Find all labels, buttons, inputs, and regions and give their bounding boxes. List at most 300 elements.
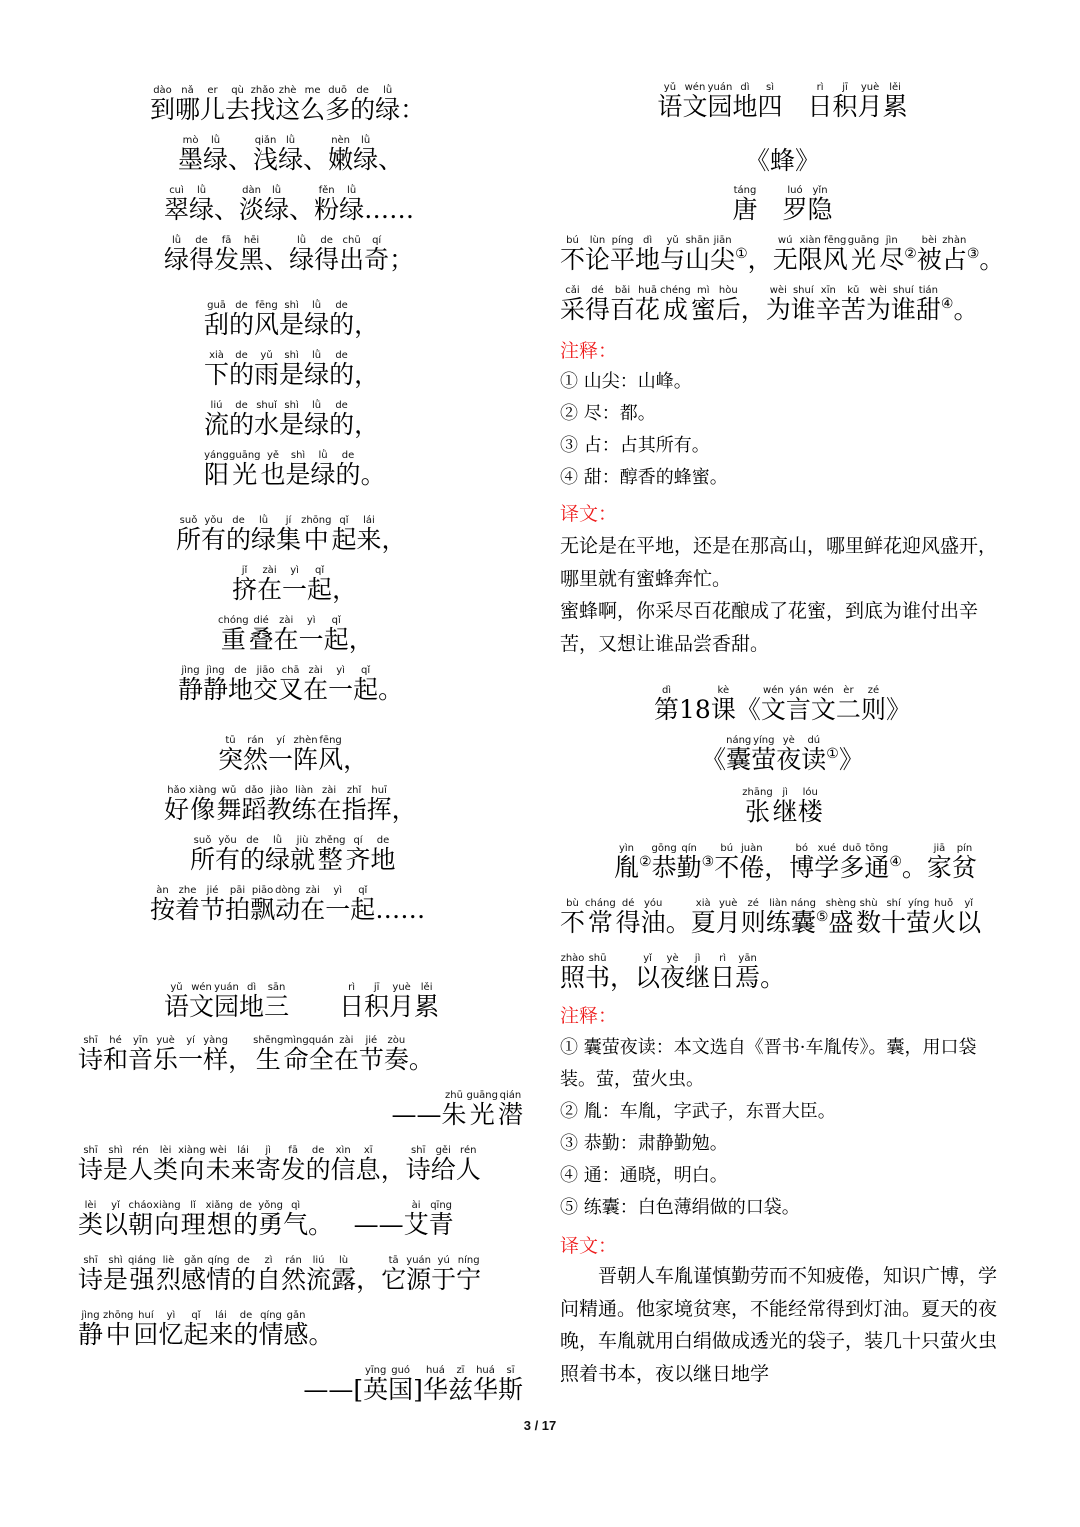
hanzi-with-pinyin: 青qīng <box>428 1200 454 1239</box>
hanzi-with-pinyin: 交jiāo <box>253 665 279 704</box>
pinyin-line <box>164 185 414 222</box>
footnote-marker: ② <box>639 854 652 870</box>
hanzi-with-pinyin: 一yí <box>178 1035 204 1074</box>
hanzi-with-pinyin: 诗shī <box>78 1255 104 1294</box>
punctuation: 、 <box>228 145 254 174</box>
pinyin-line <box>204 400 379 437</box>
punctuation: ， <box>610 963 636 992</box>
hanzi-with-pinyin: 盛shèng <box>825 898 857 937</box>
hanzi-with-pinyin: 一yì <box>325 885 351 924</box>
hanzi-with-pinyin: 恭gōng <box>651 843 677 882</box>
note-item: ② 尽：都。 <box>560 403 656 424</box>
hanzi-with-pinyin: 隐yǐn <box>807 185 833 224</box>
hanzi-with-pinyin: 夏xià <box>690 898 716 937</box>
hanzi-with-pinyin: 以yǐ <box>103 1200 129 1239</box>
punctuation: …… <box>364 195 415 224</box>
punctuation: 18 <box>679 695 711 724</box>
hanzi-with-pinyin: 墨mò <box>178 135 204 174</box>
punctuation: 。 <box>378 675 404 704</box>
hanzi-with-pinyin: 绿lǜ <box>310 450 336 489</box>
hanzi-with-pinyin: 的de <box>329 300 355 339</box>
hanzi-with-pinyin: 绿lǜ <box>375 85 401 124</box>
bee-translation <box>560 530 1005 660</box>
hanzi-with-pinyin: 萤yíng <box>906 898 932 937</box>
hanzi-with-pinyin: 动dòng <box>275 885 301 924</box>
hanzi-with-pinyin: 罗luó <box>782 185 808 224</box>
hanzi-with-pinyin: 斯sī <box>497 1365 523 1404</box>
hanzi-with-pinyin: 采cǎi <box>560 285 586 324</box>
punctuation: 。 <box>979 245 1005 274</box>
hanzi-with-pinyin: 地de <box>370 835 396 874</box>
hanzi-with-pinyin: 艾ài <box>403 1200 429 1239</box>
hanzi-with-pinyin: 甜tián <box>915 285 941 324</box>
hanzi-with-pinyin: 么me <box>300 85 326 124</box>
hanzi-with-pinyin: 挤jǐ <box>232 565 258 604</box>
hanzi-with-pinyin: 的de <box>233 1310 259 1349</box>
pinyin-line <box>164 785 417 822</box>
pinyin-line <box>218 735 368 772</box>
punctuation: 、 <box>303 145 329 174</box>
hanzi-with-pinyin: 忆yì <box>158 1310 184 1349</box>
hanzi-with-pinyin: 谁shuí <box>790 285 816 324</box>
hanzi-with-pinyin: 来lái <box>356 515 382 554</box>
hanzi-with-pinyin: 继jì <box>685 953 711 992</box>
hanzi-with-pinyin: 阵zhèn <box>293 735 319 774</box>
hanzi-with-pinyin: 苦kǔ <box>840 285 866 324</box>
hanzi-with-pinyin: 着zhe <box>175 885 201 924</box>
hanzi-with-pinyin: 绿lǜ <box>264 185 290 224</box>
hanzi-with-pinyin: 尽jìn <box>879 235 905 274</box>
hanzi-with-pinyin: 情qíng <box>258 1310 284 1349</box>
hanzi-with-pinyin: 以yǐ <box>956 898 982 937</box>
footnote-marker: ② <box>904 246 917 262</box>
hanzi-with-pinyin: 不bú <box>560 235 586 274</box>
punctuation: ， <box>348 625 374 654</box>
hanzi-with-pinyin: 被bèi <box>916 235 942 274</box>
hanzi-with-pinyin: 乐yuè <box>153 1035 179 1074</box>
hanzi-with-pinyin: 中zhōng <box>301 515 332 554</box>
note-item: ② 胤：车胤，字武子，东晋大臣。 <box>560 1101 836 1122</box>
hanzi-with-pinyin: 绿lǜ <box>189 185 215 224</box>
punctuation <box>289 992 339 1021</box>
hanzi-with-pinyin: 拍pāi <box>225 885 251 924</box>
story-author <box>560 787 1005 824</box>
hanzi-with-pinyin: 去qù <box>225 85 251 124</box>
hanzi-with-pinyin: 绿lǜ <box>251 515 277 554</box>
hanzi-with-pinyin: 以yǐ <box>635 953 661 992</box>
hanzi-with-pinyin: 源yuán <box>406 1255 432 1294</box>
hanzi-with-pinyin: 起qǐ <box>183 1310 209 1349</box>
hanzi-with-pinyin: 这zhè <box>275 85 301 124</box>
hanzi-with-pinyin: 黑hēi <box>239 235 265 274</box>
pinyin-line <box>150 85 425 122</box>
hanzi-with-pinyin: 重chóng <box>218 615 249 654</box>
punctuation: 》 <box>885 695 911 724</box>
hanzi-with-pinyin: 得dé <box>585 285 611 324</box>
hanzi-with-pinyin: 为wèi <box>865 285 891 324</box>
hanzi-with-pinyin: 宁níng <box>456 1255 482 1294</box>
hanzi-with-pinyin: 蹈dǎo <box>241 785 267 824</box>
translation-label: 译文： <box>560 503 618 525</box>
pinyin-line <box>176 515 407 552</box>
punctuation <box>783 92 808 121</box>
punctuation: ， <box>332 575 358 604</box>
hanzi-with-pinyin: 下xià <box>204 350 230 389</box>
hanzi-with-pinyin: 夜yè <box>660 953 686 992</box>
hanzi-with-pinyin: 月yuè <box>389 982 415 1021</box>
punctuation: 《 <box>701 745 727 774</box>
hanzi-with-pinyin: 家jiā <box>926 843 952 882</box>
hanzi-with-pinyin: 十shí <box>881 898 907 937</box>
hanzi-with-pinyin: 然rán <box>243 735 269 774</box>
hanzi-with-pinyin: 露lù <box>331 1255 357 1294</box>
footnote-marker: ④ <box>940 296 954 312</box>
punctuation: ， <box>354 410 380 439</box>
hanzi-with-pinyin: 奏zòu <box>383 1035 409 1074</box>
hanzi-with-pinyin: 通tōng <box>864 843 890 882</box>
hanzi-with-pinyin: 书shū <box>585 953 611 992</box>
hanzi-with-pinyin: 唐táng <box>732 185 758 224</box>
hanzi-with-pinyin: 四sì <box>757 82 783 121</box>
hanzi-with-pinyin: 园yuán <box>707 82 733 121</box>
pinyin-line <box>164 235 414 272</box>
hanzi-with-pinyin: 齐qí <box>345 835 371 874</box>
punctuation: ， <box>354 360 380 389</box>
hanzi-with-pinyin: 油yóu <box>640 898 666 937</box>
hanzi-with-pinyin: 倦juàn <box>739 843 765 882</box>
hanzi-with-pinyin: 淡dàn <box>239 185 265 224</box>
hanzi-with-pinyin: 于yú <box>431 1255 457 1294</box>
hanzi-with-pinyin: 囊náng <box>726 735 752 774</box>
hanzi-with-pinyin: 有yǒu <box>201 515 227 554</box>
hanzi-with-pinyin: 夜yè <box>776 735 802 774</box>
hanzi-with-pinyin: 儿er <box>200 85 226 124</box>
hanzi-with-pinyin: 浅qiǎn <box>253 135 279 174</box>
hanzi-with-pinyin: 感gǎn <box>283 1310 309 1349</box>
hanzi-with-pinyin: 流liú <box>204 400 230 439</box>
hanzi-with-pinyin: 朱zhū <box>441 1090 467 1129</box>
hanzi-with-pinyin: 然rán <box>281 1255 307 1294</box>
hanzi-with-pinyin: 理lǐ <box>180 1200 206 1239</box>
hanzi-with-pinyin: 地dì <box>635 235 661 274</box>
hanzi-with-pinyin: 二èr <box>835 685 861 724</box>
hanzi-with-pinyin: 的de <box>329 400 355 439</box>
story-notes-label: 注释： <box>560 1005 618 1027</box>
note-item: ④ 通：通晓，明白。 <box>560 1165 728 1186</box>
hanzi-with-pinyin: 朝cháo <box>128 1200 154 1239</box>
punctuation: ， <box>740 295 766 324</box>
pinyin-line <box>560 235 1004 272</box>
hanzi-with-pinyin: 向xiàng <box>178 1145 206 1184</box>
pinyin-line <box>303 1365 523 1402</box>
hanzi-with-pinyin: 的de <box>226 515 252 554</box>
pinyin-line <box>178 665 403 702</box>
hanzi-with-pinyin: 课kè <box>710 685 736 724</box>
pinyin-line <box>560 898 981 935</box>
punctuation: ， <box>764 853 790 882</box>
punctuation: ——[ <box>303 1375 364 1404</box>
punctuation: 。 <box>760 963 786 992</box>
hanzi-with-pinyin: 的de <box>231 1255 257 1294</box>
hanzi-with-pinyin: 来lái <box>208 1310 234 1349</box>
story-translation-label: 译文： <box>560 1235 618 1257</box>
hanzi-with-pinyin: 积jī <box>832 82 858 121</box>
story-translation: 晋朝人车胤谨慎勤劳而不知疲倦，知识广博，学问精通。他家境贫寒，不能经常得到灯油。夏天的夜晚，车胤就用白绢做成透光的袋子，装几十只萤火虫照着书本，夜以继日地学 <box>560 1265 998 1385</box>
hanzi-with-pinyin: 整zhěng <box>315 835 346 874</box>
punctuation: 、 <box>378 145 404 174</box>
hanzi-with-pinyin: 的de <box>350 85 376 124</box>
hanzi-with-pinyin: 勤qín <box>676 843 702 882</box>
hanzi-with-pinyin: 语yǔ <box>657 82 683 121</box>
hanzi-with-pinyin: 得de <box>314 235 340 274</box>
hanzi-with-pinyin: 月yuè <box>715 898 741 937</box>
hanzi-with-pinyin: 学xué <box>814 843 840 882</box>
punctuation: 、 <box>289 195 315 224</box>
hanzi-with-pinyin: 水shuǐ <box>254 400 280 439</box>
hanzi-with-pinyin: 论lùn <box>585 235 611 274</box>
hanzi-with-pinyin: 向xiàng <box>153 1200 181 1239</box>
hanzi-with-pinyin: 命mìng <box>283 1035 309 1074</box>
hanzi-with-pinyin: 光guāng <box>466 1090 498 1129</box>
hanzi-with-pinyin: 绿lǜ <box>304 350 330 389</box>
hanzi-with-pinyin: 平píng <box>610 235 636 274</box>
hanzi-with-pinyin: 发fā <box>280 1145 306 1184</box>
hanzi-with-pinyin: 地dì <box>239 982 265 1021</box>
hanzi-with-pinyin: 绿lǜ <box>265 835 291 874</box>
pinyin-line <box>178 135 403 172</box>
hanzi-with-pinyin: 成chéng <box>660 285 691 324</box>
hanzi-with-pinyin: 回huí <box>133 1310 159 1349</box>
hanzi-with-pinyin: 一yì <box>328 665 354 704</box>
pinyin-line <box>78 1035 434 1072</box>
hanzi-with-pinyin: 日rì <box>807 82 833 121</box>
hanzi-with-pinyin: 刮guā <box>204 300 230 339</box>
hanzi-with-pinyin: 有yǒu <box>215 835 241 874</box>
hanzi-with-pinyin: 不bù <box>560 898 586 937</box>
hanzi-with-pinyin: 像xiàng <box>189 785 217 824</box>
hanzi-with-pinyin: 光guāng <box>847 235 880 274</box>
punctuation: 。 <box>953 295 979 324</box>
hanzi-with-pinyin: 地dì <box>732 82 758 121</box>
hanzi-with-pinyin: 感gǎn <box>181 1255 207 1294</box>
hanzi-with-pinyin: 风fēng <box>318 735 344 774</box>
punctuation: ， <box>228 1045 254 1074</box>
hanzi-with-pinyin: 舞wǔ <box>216 785 242 824</box>
punctuation: 》 <box>838 745 864 774</box>
hanzi-with-pinyin: 飘piāo <box>250 885 276 924</box>
hanzi-with-pinyin: 文wén <box>810 685 836 724</box>
hanzi-with-pinyin: 自zì <box>256 1255 282 1294</box>
hanzi-with-pinyin: 地de <box>228 665 254 704</box>
hanzi-with-pinyin: 言yán <box>785 685 811 724</box>
page-number: 3 / 17 <box>523 1418 557 1433</box>
pinyin-line <box>150 885 425 922</box>
hanzi-with-pinyin: 限xiàn <box>797 235 823 274</box>
hanzi-with-pinyin: 楼lóu <box>797 787 823 826</box>
pinyin-line <box>560 285 978 322</box>
punctuation: 。 <box>901 853 927 882</box>
hanzi-with-pinyin: 起qǐ <box>331 515 357 554</box>
hanzi-with-pinyin: 起qǐ <box>323 615 349 654</box>
hanzi-with-pinyin: 常cháng <box>585 898 616 937</box>
hanzi-with-pinyin: 风fēng <box>254 300 280 339</box>
punctuation: ， <box>354 310 380 339</box>
pinyin-line <box>204 450 386 487</box>
hanzi-with-pinyin: 出chū <box>339 235 365 274</box>
story-title <box>560 735 1005 772</box>
hanzi-with-pinyin: 起qǐ <box>350 885 376 924</box>
bee-translation-para-1: 无论是在平地，还是在那高山，哪里鲜花迎风盛开，哪里就有蜜蜂奔忙。 <box>560 535 998 590</box>
hanzi-with-pinyin: 绿lǜ <box>164 235 190 274</box>
hanzi-with-pinyin: 类lèi <box>153 1145 179 1184</box>
hanzi-with-pinyin: 情qíng <box>206 1255 232 1294</box>
hanzi-with-pinyin: 尖jiān <box>710 235 736 274</box>
hanzi-with-pinyin: 到dào <box>150 85 176 124</box>
hanzi-with-pinyin: 就jiù <box>290 835 316 874</box>
pinyin-line <box>78 1200 454 1237</box>
hanzi-with-pinyin: 练liàn <box>291 785 317 824</box>
hanzi-with-pinyin: 则zé <box>860 685 886 724</box>
hanzi-with-pinyin: 想xiǎng <box>205 1200 234 1239</box>
punctuation: ， <box>747 245 773 274</box>
hanzi-with-pinyin: 突tū <box>218 735 244 774</box>
hanzi-with-pinyin: 占zhàn <box>941 235 967 274</box>
hanzi-with-pinyin: 教jiào <box>266 785 292 824</box>
hanzi-with-pinyin: 囊náng <box>790 898 816 937</box>
hanzi-with-pinyin: 静jìng <box>203 665 229 704</box>
hanzi-with-pinyin: 一yì <box>282 565 308 604</box>
hanzi-with-pinyin: 蜜mì <box>690 285 716 324</box>
hanzi-with-pinyin: 萤yíng <box>751 735 777 774</box>
pinyin-line <box>614 843 977 880</box>
notes <box>560 366 1005 494</box>
hanzi-with-pinyin: 烈liè <box>155 1255 181 1294</box>
hanzi-with-pinyin: 辛xīn <box>815 285 841 324</box>
hanzi-with-pinyin: 的de <box>229 400 255 439</box>
pinyin-line <box>78 1255 481 1292</box>
hanzi-with-pinyin: 息xī <box>355 1145 381 1184</box>
punctuation: ， <box>343 745 369 774</box>
notes <box>560 1032 1005 1224</box>
hanzi-with-pinyin: 和hé <box>103 1035 129 1074</box>
hanzi-with-pinyin: 胤yìn <box>614 843 640 882</box>
hanzi-with-pinyin: 得dé <box>615 898 641 937</box>
hanzi-with-pinyin: 节jié <box>200 885 226 924</box>
hanzi-with-pinyin: 华huá <box>422 1365 448 1404</box>
hanzi-with-pinyin: 指zhǐ <box>341 785 367 824</box>
hanzi-with-pinyin: 在zài <box>257 565 283 604</box>
punctuation: 。 <box>665 908 691 937</box>
hanzi-with-pinyin: 国guó <box>388 1365 414 1404</box>
hanzi-with-pinyin: 绿lǜ <box>304 400 330 439</box>
hanzi-with-pinyin: 在zài <box>333 1035 359 1074</box>
hanzi-with-pinyin: 奇qí <box>364 235 390 274</box>
hanzi-with-pinyin: 火huǒ <box>931 898 957 937</box>
hanzi-with-pinyin: 强qiáng <box>128 1255 156 1294</box>
hanzi-with-pinyin: 好hǎo <box>164 785 190 824</box>
hanzi-with-pinyin: 张zhāng <box>742 787 773 826</box>
hanzi-with-pinyin: 是shì <box>285 450 311 489</box>
pinyin-line <box>232 565 357 602</box>
hanzi-with-pinyin: 信xìn <box>330 1145 356 1184</box>
hanzi-with-pinyin: 是shì <box>279 350 305 389</box>
hanzi-with-pinyin: 的de <box>229 300 255 339</box>
punctuation: ， <box>391 795 417 824</box>
hanzi-with-pinyin: 是shì <box>279 400 305 439</box>
hanzi-with-pinyin: 绿lǜ <box>339 185 365 224</box>
hanzi-with-pinyin: 生shēng <box>253 1035 284 1074</box>
pinyin-line <box>218 615 374 652</box>
hanzi-with-pinyin: 继jì <box>772 787 798 826</box>
hanzi-with-pinyin: 累lěi <box>414 982 440 1021</box>
hanzi-with-pinyin: 诗shī <box>78 1145 104 1184</box>
hanzi-with-pinyin: 不bú <box>714 843 740 882</box>
hanzi-with-pinyin: 勇yǒng <box>258 1200 284 1239</box>
hanzi-with-pinyin: 也yě <box>260 450 286 489</box>
hanzi-with-pinyin: 叉chā <box>278 665 304 704</box>
hanzi-with-pinyin: 翠cuì <box>164 185 190 224</box>
notes-label: 注释： <box>560 340 618 362</box>
note-item: ① 山尖：山峰。 <box>560 371 692 392</box>
hanzi-with-pinyin: 语yǔ <box>164 982 190 1021</box>
hanzi-with-pinyin: 在zài <box>273 615 299 654</box>
pinyin-line <box>391 1090 523 1127</box>
hanzi-with-pinyin: 文wén <box>682 82 708 121</box>
hanzi-with-pinyin: 积jī <box>364 982 390 1021</box>
punctuation: 。 <box>308 1320 334 1349</box>
hanzi-with-pinyin: 所suǒ <box>176 515 202 554</box>
punctuation: 。 <box>408 1045 434 1074</box>
hanzi-with-pinyin: 一yí <box>268 735 294 774</box>
punctuation: —— <box>391 1100 442 1129</box>
hanzi-with-pinyin: 与yǔ <box>660 235 686 274</box>
footnote-marker: ④ <box>889 854 902 870</box>
hanzi-with-pinyin: 音yīn <box>128 1035 154 1074</box>
bee-translation-para-2: 蜜蜂啊，你采尽百花酿成了花蜜，到底为谁付出辛苦，又想让谁品尝香甜。 <box>560 600 979 655</box>
hanzi-with-pinyin: 类lèi <box>78 1200 104 1239</box>
hanzi-with-pinyin: 百bǎi <box>610 285 636 324</box>
hanzi-with-pinyin: 谁shuí <box>890 285 916 324</box>
hanzi-with-pinyin: 在zài <box>316 785 342 824</box>
hanzi-with-pinyin: 在zài <box>300 885 326 924</box>
hanzi-with-pinyin: 文wén <box>189 982 215 1021</box>
hanzi-with-pinyin: 是shì <box>103 1255 129 1294</box>
punctuation: 《 <box>735 695 761 724</box>
hanzi-with-pinyin: 绿lǜ <box>353 135 379 174</box>
hanzi-with-pinyin: 博bó <box>789 843 815 882</box>
punctuation: ， <box>356 1265 382 1294</box>
hanzi-with-pinyin: 照zhào <box>560 953 586 992</box>
hanzi-with-pinyin: 发fā <box>214 235 240 274</box>
hanzi-with-pinyin: 的de <box>233 1200 259 1239</box>
hanzi-with-pinyin: 光guāng <box>229 450 261 489</box>
hanzi-with-pinyin: 它tā <box>381 1255 407 1294</box>
garden4-title <box>560 82 1005 119</box>
hanzi-with-pinyin: 找zhǎo <box>250 85 276 124</box>
note-item: ③ 恭勤：肃静勤勉。 <box>560 1133 728 1154</box>
hanzi-with-pinyin: 人rén <box>455 1145 481 1184</box>
hanzi-with-pinyin: 一yì <box>298 615 324 654</box>
punctuation: ， <box>380 1155 406 1184</box>
hanzi-with-pinyin: 兹zī <box>447 1365 473 1404</box>
hanzi-with-pinyin: 叠dié <box>248 615 274 654</box>
pinyin-line <box>78 1310 334 1347</box>
punctuation: 、 <box>264 245 290 274</box>
hanzi-with-pinyin: 中zhōng <box>103 1310 134 1349</box>
hanzi-with-pinyin: 人rén <box>128 1145 154 1184</box>
hanzi-with-pinyin: 的de <box>240 835 266 874</box>
hanzi-with-pinyin: 贫pín <box>951 843 977 882</box>
